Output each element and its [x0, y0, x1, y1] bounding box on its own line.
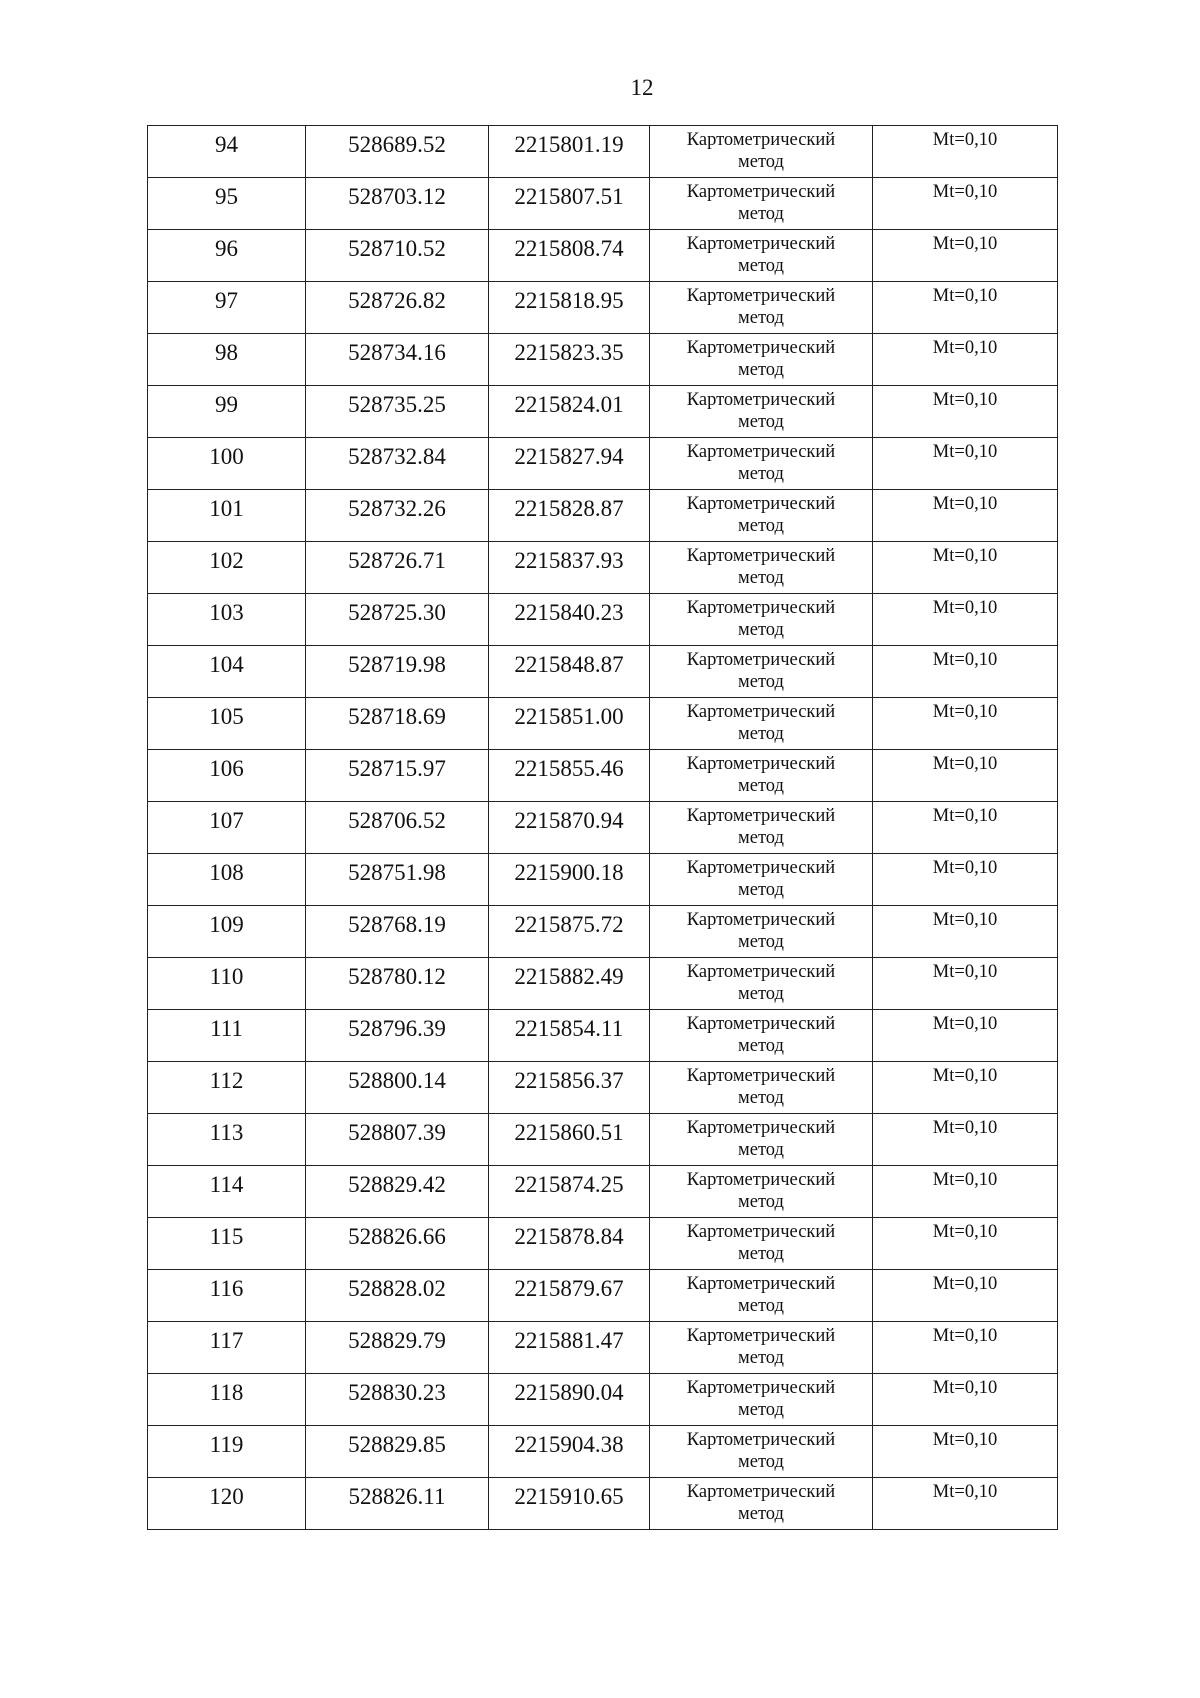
table-row — [148, 1218, 1058, 1270]
table-row — [148, 490, 1058, 542]
x-coordinate-cell: 528710.52 — [306, 230, 489, 282]
method-line-1: Картометрический — [686, 1378, 836, 1398]
x-coordinate-cell: 528706.52 — [306, 802, 489, 854]
method-cell — [650, 1166, 873, 1218]
y-coordinate-cell: 2215900.18 — [489, 854, 650, 906]
point-number-cell: 114 — [148, 1166, 306, 1218]
precision-cell: Mt=0,10 — [873, 1166, 1058, 1218]
point-number-cell: 99 — [148, 386, 306, 438]
precision-cell: Mt=0,10 — [873, 646, 1058, 698]
table-row — [148, 906, 1058, 958]
method-line-2: метод — [738, 1088, 784, 1108]
table-row — [148, 1166, 1058, 1218]
method-cell — [650, 1426, 873, 1478]
method-line-1: Картометрический — [686, 1222, 836, 1242]
method-line-1: Картометрический — [686, 1118, 836, 1138]
precision-cell: Mt=0,10 — [873, 854, 1058, 906]
table-row — [148, 750, 1058, 802]
table-row — [148, 386, 1058, 438]
point-number-cell: 116 — [148, 1270, 306, 1322]
y-coordinate-cell: 2215910.65 — [489, 1478, 650, 1530]
x-coordinate-cell: 528829.79 — [306, 1322, 489, 1374]
x-coordinate-cell: 528826.11 — [306, 1478, 489, 1530]
method-line-2: метод — [738, 1400, 784, 1420]
table-row — [148, 542, 1058, 594]
y-coordinate-cell: 2215824.01 — [489, 386, 650, 438]
method-line-2: метод — [738, 152, 784, 172]
method-line-2: метод — [738, 1140, 784, 1160]
y-coordinate-cell: 2215879.67 — [489, 1270, 650, 1322]
method-line-1: Картометрический — [686, 494, 836, 514]
point-number-cell: 94 — [148, 126, 306, 178]
precision-cell: Mt=0,10 — [873, 542, 1058, 594]
method-line-1: Картометрический — [686, 702, 836, 722]
point-number-cell: 106 — [148, 750, 306, 802]
table-row — [148, 1426, 1058, 1478]
x-coordinate-cell: 528796.39 — [306, 1010, 489, 1062]
method-cell — [650, 906, 873, 958]
precision-cell: Mt=0,10 — [873, 594, 1058, 646]
y-coordinate-cell: 2215856.37 — [489, 1062, 650, 1114]
method-cell — [650, 1010, 873, 1062]
point-number-cell: 97 — [148, 282, 306, 334]
precision-cell: Mt=0,10 — [873, 698, 1058, 750]
y-coordinate-cell: 2215854.11 — [489, 1010, 650, 1062]
y-coordinate-cell: 2215870.94 — [489, 802, 650, 854]
x-coordinate-cell: 528807.39 — [306, 1114, 489, 1166]
precision-cell: Mt=0,10 — [873, 1322, 1058, 1374]
point-number-cell: 95 — [148, 178, 306, 230]
x-coordinate-cell: 528725.30 — [306, 594, 489, 646]
precision-cell: Mt=0,10 — [873, 386, 1058, 438]
precision-cell: Mt=0,10 — [873, 1114, 1058, 1166]
method-line-2: метод — [738, 1348, 784, 1368]
y-coordinate-cell: 2215855.46 — [489, 750, 650, 802]
y-coordinate-cell: 2215890.04 — [489, 1374, 650, 1426]
method-cell — [650, 1478, 873, 1530]
precision-cell: Mt=0,10 — [873, 1478, 1058, 1530]
point-number-cell: 96 — [148, 230, 306, 282]
y-coordinate-cell: 2215881.47 — [489, 1322, 650, 1374]
method-line-1: Картометрический — [686, 442, 836, 462]
y-coordinate-cell: 2215860.51 — [489, 1114, 650, 1166]
method-line-1: Картометрический — [686, 1066, 836, 1086]
method-line-1: Картометрический — [686, 286, 836, 306]
point-number-cell: 120 — [148, 1478, 306, 1530]
method-cell — [650, 334, 873, 386]
point-number-cell: 112 — [148, 1062, 306, 1114]
x-coordinate-cell: 528718.69 — [306, 698, 489, 750]
table-row — [148, 854, 1058, 906]
table-row — [148, 1374, 1058, 1426]
coordinates-table-body — [148, 126, 1058, 1530]
precision-cell: Mt=0,10 — [873, 1218, 1058, 1270]
y-coordinate-cell: 2215848.87 — [489, 646, 650, 698]
method-line-2: метод — [738, 308, 784, 328]
method-line-2: метод — [738, 412, 784, 432]
method-cell — [650, 1062, 873, 1114]
method-line-2: метод — [738, 984, 784, 1004]
precision-cell: Mt=0,10 — [873, 1374, 1058, 1426]
method-line-2: метод — [738, 1244, 784, 1264]
point-number-cell: 117 — [148, 1322, 306, 1374]
point-number-cell: 119 — [148, 1426, 306, 1478]
y-coordinate-cell: 2215840.23 — [489, 594, 650, 646]
y-coordinate-cell: 2215874.25 — [489, 1166, 650, 1218]
point-number-cell: 107 — [148, 802, 306, 854]
y-coordinate-cell: 2215801.19 — [489, 126, 650, 178]
precision-cell: Mt=0,10 — [873, 1062, 1058, 1114]
table-row — [148, 594, 1058, 646]
precision-cell: Mt=0,10 — [873, 958, 1058, 1010]
x-coordinate-cell: 528826.66 — [306, 1218, 489, 1270]
y-coordinate-cell: 2215837.93 — [489, 542, 650, 594]
method-line-1: Картометрический — [686, 650, 836, 670]
x-coordinate-cell: 528780.12 — [306, 958, 489, 1010]
y-coordinate-cell: 2215878.84 — [489, 1218, 650, 1270]
point-number-cell: 100 — [148, 438, 306, 490]
method-line-1: Картометрический — [686, 1170, 836, 1190]
method-line-2: метод — [738, 724, 784, 744]
method-line-1: Картометрический — [686, 962, 836, 982]
method-cell — [650, 646, 873, 698]
x-coordinate-cell: 528719.98 — [306, 646, 489, 698]
table-row — [148, 438, 1058, 490]
x-coordinate-cell: 528734.16 — [306, 334, 489, 386]
point-number-cell: 118 — [148, 1374, 306, 1426]
method-line-2: метод — [738, 1504, 784, 1524]
page-number: 12 — [630, 75, 654, 100]
method-line-1: Картометрический — [686, 858, 836, 878]
method-cell — [650, 438, 873, 490]
method-cell — [650, 802, 873, 854]
precision-cell: Mt=0,10 — [873, 802, 1058, 854]
point-number-cell: 103 — [148, 594, 306, 646]
precision-cell: Mt=0,10 — [873, 126, 1058, 178]
x-coordinate-cell: 528703.12 — [306, 178, 489, 230]
method-cell — [650, 594, 873, 646]
x-coordinate-cell: 528829.42 — [306, 1166, 489, 1218]
table-row — [148, 1114, 1058, 1166]
method-line-1: Картометрический — [686, 1274, 836, 1294]
point-number-cell: 104 — [148, 646, 306, 698]
x-coordinate-cell: 528726.71 — [306, 542, 489, 594]
method-line-2: метод — [738, 516, 784, 536]
method-line-2: метод — [738, 256, 784, 276]
method-cell — [650, 1322, 873, 1374]
point-number-cell: 105 — [148, 698, 306, 750]
x-coordinate-cell: 528689.52 — [306, 126, 489, 178]
method-line-2: метод — [738, 1192, 784, 1212]
y-coordinate-cell: 2215851.00 — [489, 698, 650, 750]
method-line-1: Картометрический — [686, 1430, 836, 1450]
x-coordinate-cell: 528715.97 — [306, 750, 489, 802]
method-cell — [650, 958, 873, 1010]
method-line-1: Картометрический — [686, 754, 836, 774]
method-line-2: метод — [738, 932, 784, 952]
method-line-2: метод — [738, 568, 784, 588]
method-cell — [650, 750, 873, 802]
method-line-1: Картометрический — [686, 182, 836, 202]
y-coordinate-cell: 2215875.72 — [489, 906, 650, 958]
method-cell — [650, 542, 873, 594]
x-coordinate-cell: 528732.84 — [306, 438, 489, 490]
table-row — [148, 282, 1058, 334]
table-row — [148, 230, 1058, 282]
precision-cell: Mt=0,10 — [873, 178, 1058, 230]
point-number-cell: 111 — [148, 1010, 306, 1062]
method-line-1: Картометрический — [686, 1326, 836, 1346]
method-line-2: метод — [738, 204, 784, 224]
precision-cell: Mt=0,10 — [873, 906, 1058, 958]
method-cell — [650, 178, 873, 230]
y-coordinate-cell: 2215827.94 — [489, 438, 650, 490]
table-row — [148, 126, 1058, 178]
point-number-cell: 98 — [148, 334, 306, 386]
table-row — [148, 802, 1058, 854]
method-cell — [650, 490, 873, 542]
method-line-2: метод — [738, 464, 784, 484]
precision-cell: Mt=0,10 — [873, 438, 1058, 490]
method-line-2: метод — [738, 620, 784, 640]
y-coordinate-cell: 2215823.35 — [489, 334, 650, 386]
method-line-1: Картометрический — [686, 1482, 836, 1502]
y-coordinate-cell: 2215818.95 — [489, 282, 650, 334]
y-coordinate-cell: 2215904.38 — [489, 1426, 650, 1478]
y-coordinate-cell: 2215808.74 — [489, 230, 650, 282]
point-number-cell: 109 — [148, 906, 306, 958]
table-row — [148, 698, 1058, 750]
method-line-1: Картометрический — [686, 546, 836, 566]
precision-cell: Mt=0,10 — [873, 1426, 1058, 1478]
precision-cell: Mt=0,10 — [873, 334, 1058, 386]
method-line-2: метод — [738, 1296, 784, 1316]
x-coordinate-cell: 528726.82 — [306, 282, 489, 334]
precision-cell: Mt=0,10 — [873, 490, 1058, 542]
point-number-cell: 110 — [148, 958, 306, 1010]
point-number-cell: 102 — [148, 542, 306, 594]
x-coordinate-cell: 528732.26 — [306, 490, 489, 542]
method-line-2: метод — [738, 672, 784, 692]
method-line-2: метод — [738, 1036, 784, 1056]
x-coordinate-cell: 528829.85 — [306, 1426, 489, 1478]
method-line-1: Картометрический — [686, 390, 836, 410]
table-row — [148, 1478, 1058, 1530]
method-cell — [650, 126, 873, 178]
precision-cell: Mt=0,10 — [873, 750, 1058, 802]
method-cell — [650, 1218, 873, 1270]
method-cell — [650, 1114, 873, 1166]
table-row — [148, 1010, 1058, 1062]
method-line-2: метод — [738, 776, 784, 796]
x-coordinate-cell: 528735.25 — [306, 386, 489, 438]
point-number-cell: 115 — [148, 1218, 306, 1270]
precision-cell: Mt=0,10 — [873, 1010, 1058, 1062]
table-row — [148, 1322, 1058, 1374]
method-line-2: метод — [738, 880, 784, 900]
method-cell — [650, 854, 873, 906]
method-cell — [650, 1270, 873, 1322]
x-coordinate-cell: 528751.98 — [306, 854, 489, 906]
method-cell — [650, 1374, 873, 1426]
method-line-1: Картометрический — [686, 598, 836, 618]
method-cell — [650, 698, 873, 750]
point-number-cell: 113 — [148, 1114, 306, 1166]
precision-cell: Mt=0,10 — [873, 282, 1058, 334]
y-coordinate-cell: 2215828.87 — [489, 490, 650, 542]
method-line-1: Картометрический — [686, 130, 836, 150]
table-row — [148, 1270, 1058, 1322]
precision-cell: Mt=0,10 — [873, 1270, 1058, 1322]
x-coordinate-cell: 528768.19 — [306, 906, 489, 958]
point-number-cell: 101 — [148, 490, 306, 542]
method-line-1: Картометрический — [686, 806, 836, 826]
method-line-1: Картометрический — [686, 1014, 836, 1034]
method-cell — [650, 386, 873, 438]
method-line-2: метод — [738, 828, 784, 848]
x-coordinate-cell: 528830.23 — [306, 1374, 489, 1426]
method-line-1: Картометрический — [686, 338, 836, 358]
method-line-1: Картометрический — [686, 234, 836, 254]
table-row — [148, 646, 1058, 698]
table-row — [148, 1062, 1058, 1114]
method-line-2: метод — [738, 360, 784, 380]
table-row — [148, 178, 1058, 230]
table-row — [148, 334, 1058, 386]
y-coordinate-cell: 2215807.51 — [489, 178, 650, 230]
method-line-2: метод — [738, 1452, 784, 1472]
coordinates-table — [147, 125, 1058, 1530]
table-row — [148, 958, 1058, 1010]
precision-cell: Mt=0,10 — [873, 230, 1058, 282]
method-cell — [650, 230, 873, 282]
method-line-1: Картометрический — [686, 910, 836, 930]
x-coordinate-cell: 528828.02 — [306, 1270, 489, 1322]
point-number-cell: 108 — [148, 854, 306, 906]
y-coordinate-cell: 2215882.49 — [489, 958, 650, 1010]
x-coordinate-cell: 528800.14 — [306, 1062, 489, 1114]
method-cell — [650, 282, 873, 334]
